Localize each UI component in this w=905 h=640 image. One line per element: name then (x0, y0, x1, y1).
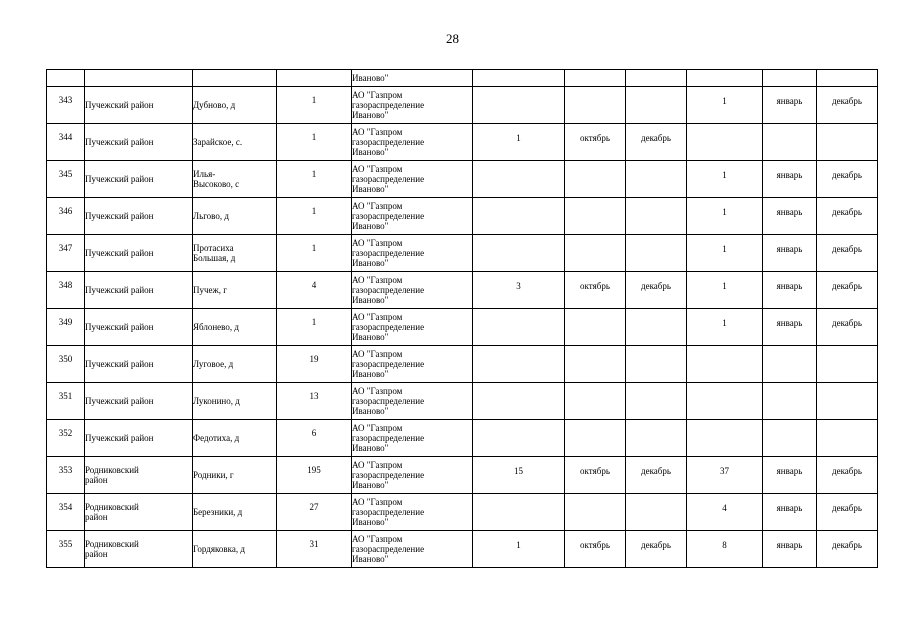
row-number: 347 (58, 243, 73, 253)
row-number: 353 (58, 465, 73, 475)
cell-organization (352, 235, 473, 272)
cell-end-2 (817, 124, 878, 161)
cell-end-2 (817, 494, 878, 531)
row-number: 355 (58, 539, 73, 549)
count-3-value: 1 (722, 96, 727, 106)
start-month-2: январь (776, 503, 803, 513)
end-month-2: декабрь (832, 207, 862, 217)
cell-end (626, 124, 687, 161)
cell-count-3 (687, 309, 763, 346)
locality-name: Дубново, д (193, 100, 236, 110)
organization-text: АО "Газпром газораспределение Иваново" (352, 312, 425, 342)
count-2-value: 15 (514, 466, 523, 476)
cell-district (85, 457, 193, 494)
cell-count-2 (473, 161, 565, 198)
cell-count-2 (473, 346, 565, 383)
cell-district (85, 124, 193, 161)
cell-start (565, 383, 626, 420)
count-value: 1 (311, 95, 317, 105)
district-name: Пучежский район (85, 359, 154, 369)
locality-name: Луконино, д (193, 396, 240, 406)
cell-organization (352, 87, 473, 124)
cell-count (277, 531, 352, 568)
cell-district (85, 383, 193, 420)
cell-organization (352, 383, 473, 420)
cell-count-2 (473, 309, 565, 346)
cell-count-3 (687, 531, 763, 568)
cell-count-2 (473, 457, 565, 494)
count-value: 1 (311, 206, 317, 216)
cell-end (626, 457, 687, 494)
cell-end-2 (817, 531, 878, 568)
cell-locality (193, 272, 277, 309)
cell-count-2 (473, 494, 565, 531)
end-month: декабрь (641, 281, 671, 291)
cell-start-2 (763, 124, 817, 161)
cell-count (277, 87, 352, 124)
cell-start-2 (763, 531, 817, 568)
table-row (47, 383, 878, 420)
cell-locality (193, 124, 277, 161)
cell-start-2 (763, 235, 817, 272)
end-month-2: декабрь (832, 540, 862, 550)
cell-district (85, 309, 193, 346)
table-row (47, 531, 878, 568)
count-value: 31 (309, 539, 319, 549)
cell-start-2 (763, 420, 817, 457)
cell-end (626, 494, 687, 531)
cell-count-3 (687, 235, 763, 272)
cell-num (47, 198, 85, 235)
cell-start-2 (763, 346, 817, 383)
row-number: 351 (58, 391, 73, 401)
cell-organization (352, 309, 473, 346)
count-value: 27 (309, 502, 319, 512)
cell-num (47, 124, 85, 161)
table-row (47, 494, 878, 531)
cell-count-3 (687, 124, 763, 161)
table-row (47, 124, 878, 161)
count-3-value: 4 (722, 503, 727, 513)
cell-end (626, 383, 687, 420)
cell-start (565, 346, 626, 383)
cell-num (47, 161, 85, 198)
row-number: 352 (58, 428, 73, 438)
cell-count (277, 161, 352, 198)
table-row (47, 457, 878, 494)
count-3-value: 1 (722, 244, 727, 254)
district-name: Пучежский район (85, 322, 154, 332)
cell-count-3 (687, 272, 763, 309)
cell-count-2 (473, 70, 565, 87)
locality-name: Зарайское, с. (193, 137, 243, 147)
row-number: 345 (58, 169, 73, 179)
cell-count-3 (687, 346, 763, 383)
count-value: 1 (311, 243, 317, 253)
cell-district (85, 87, 193, 124)
page-number: 28 (446, 31, 459, 46)
cell-count (277, 383, 352, 420)
row-number: 344 (58, 132, 73, 142)
cell-district (85, 420, 193, 457)
cell-end-2 (817, 70, 878, 87)
cell-count-2 (473, 198, 565, 235)
cell-end-2 (817, 309, 878, 346)
cell-count (277, 494, 352, 531)
cell-district (85, 272, 193, 309)
cell-locality (193, 70, 277, 87)
cell-end-2 (817, 198, 878, 235)
cell-end-2 (817, 161, 878, 198)
cell-organization (352, 70, 473, 87)
table-row (47, 346, 878, 383)
row-number: 343 (58, 95, 73, 105)
cell-count (277, 272, 352, 309)
locality-name: Луговое, д (193, 359, 234, 369)
district-name: Родниковский район (85, 502, 139, 522)
organization-text: АО "Газпром газораспределение Иваново" (352, 386, 425, 416)
end-month-2: декабрь (832, 96, 862, 106)
cell-count (277, 346, 352, 383)
cell-count (277, 124, 352, 161)
cell-start-2 (763, 272, 817, 309)
cell-end (626, 420, 687, 457)
district-name: Пучежский район (85, 285, 154, 295)
cell-district (85, 70, 193, 87)
cell-count (277, 70, 352, 87)
cell-num (47, 346, 85, 383)
cell-start-2 (763, 457, 817, 494)
organization-text: АО "Газпром газораспределение Иваново" (352, 238, 425, 268)
cell-end (626, 161, 687, 198)
district-name: Пучежский район (85, 433, 154, 443)
cell-district (85, 198, 193, 235)
count-value: 1 (311, 317, 317, 327)
locality-name: Льгово, д (193, 211, 229, 221)
cell-start (565, 124, 626, 161)
cell-count-2 (473, 235, 565, 272)
locality-name: Яблонево, д (193, 322, 239, 332)
cell-start-2 (763, 383, 817, 420)
count-value: 4 (311, 280, 317, 290)
table-row (47, 161, 878, 198)
cell-end (626, 87, 687, 124)
start-month: октябрь (580, 540, 610, 550)
count-value: 1 (311, 169, 317, 179)
cell-district (85, 161, 193, 198)
cell-start-2 (763, 309, 817, 346)
cell-num (47, 70, 85, 87)
start-month: октябрь (580, 133, 610, 143)
count-3-value: 37 (720, 466, 729, 476)
cell-start-2 (763, 198, 817, 235)
cell-num (47, 494, 85, 531)
cell-end (626, 346, 687, 383)
cell-end-2 (817, 383, 878, 420)
cell-locality (193, 531, 277, 568)
cell-count (277, 420, 352, 457)
row-number: 346 (58, 206, 73, 216)
cell-count (277, 198, 352, 235)
cell-start (565, 531, 626, 568)
start-month-2: январь (776, 281, 803, 291)
cell-locality (193, 383, 277, 420)
locality-name: Родники, г (193, 470, 234, 480)
cell-locality (193, 87, 277, 124)
end-month-2: декабрь (832, 281, 862, 291)
cell-district (85, 235, 193, 272)
cell-start (565, 309, 626, 346)
table-row (47, 420, 878, 457)
count-3-value: 1 (722, 170, 727, 180)
cell-district (85, 494, 193, 531)
district-name: Пучежский район (85, 137, 154, 147)
end-month: декабрь (641, 466, 671, 476)
count-3-value: 8 (722, 540, 727, 550)
cell-count (277, 235, 352, 272)
start-month: октябрь (580, 466, 610, 476)
end-month-2: декабрь (832, 244, 862, 254)
cell-start (565, 457, 626, 494)
cell-start-2 (763, 161, 817, 198)
cell-count-2 (473, 531, 565, 568)
start-month-2: январь (776, 318, 803, 328)
cell-district (85, 531, 193, 568)
cell-locality (193, 420, 277, 457)
table-row (47, 235, 878, 272)
start-month-2: январь (776, 170, 803, 180)
organization-text: АО "Газпром газораспределение Иваново" (352, 497, 425, 527)
organization-text: АО "Газпром газораспределение Иваново" (352, 201, 425, 231)
row-number: 349 (58, 317, 73, 327)
count-2-value: 1 (516, 540, 521, 550)
cell-num (47, 235, 85, 272)
cell-end-2 (817, 87, 878, 124)
organization-text: АО "Газпром газораспределение Иваново" (352, 534, 425, 564)
cell-count-3 (687, 70, 763, 87)
cell-locality (193, 494, 277, 531)
cell-count-3 (687, 198, 763, 235)
cell-organization (352, 272, 473, 309)
table-row-continuation (47, 70, 878, 87)
count-2-value: 1 (516, 133, 521, 143)
end-month: декабрь (641, 540, 671, 550)
cell-locality (193, 235, 277, 272)
cell-num (47, 457, 85, 494)
cell-end-2 (817, 457, 878, 494)
count-value: 195 (307, 465, 321, 475)
cell-organization (352, 420, 473, 457)
district-name: Пучежский район (85, 100, 154, 110)
cell-num (47, 383, 85, 420)
locality-name: Пучеж, г (193, 285, 227, 295)
cell-count-3 (687, 457, 763, 494)
table-row (47, 272, 878, 309)
data-table (46, 69, 878, 568)
cell-organization (352, 124, 473, 161)
cell-organization (352, 531, 473, 568)
count-3-value: 1 (722, 207, 727, 217)
cell-start (565, 494, 626, 531)
cell-num (47, 309, 85, 346)
district-name: Пучежский район (85, 248, 154, 258)
cell-locality (193, 346, 277, 383)
end-month: декабрь (641, 133, 671, 143)
cell-end (626, 531, 687, 568)
locality-name: Протасиха Большая, д (193, 243, 236, 263)
cell-start (565, 198, 626, 235)
cell-end-2 (817, 272, 878, 309)
locality-name: Федотиха, д (193, 433, 240, 443)
cell-count-3 (687, 161, 763, 198)
cell-count-2 (473, 272, 565, 309)
row-number: 354 (58, 502, 73, 512)
cell-locality (193, 309, 277, 346)
cell-organization (352, 161, 473, 198)
organization-text: АО "Газпром газораспределение Иваново" (352, 423, 425, 453)
cell-count-2 (473, 420, 565, 457)
cell-count-2 (473, 383, 565, 420)
count-3-value: 1 (722, 318, 727, 328)
cell-count-3 (687, 87, 763, 124)
organization-text: АО "Газпром газораспределение Иваново" (352, 90, 425, 120)
cell-count-3 (687, 420, 763, 457)
district-name: Пучежский район (85, 396, 154, 406)
start-month-2: январь (776, 207, 803, 217)
cell-start-2 (763, 70, 817, 87)
locality-name: Березники, д (193, 507, 243, 517)
organization-text: АО "Газпром газораспределение Иваново" (352, 275, 425, 305)
cell-start (565, 87, 626, 124)
table-row (47, 309, 878, 346)
end-month-2: декабрь (832, 466, 862, 476)
district-name: Пучежский район (85, 211, 154, 221)
district-name: Родниковский район (85, 539, 139, 559)
organization-text: АО "Газпром газораспределение Иваново" (352, 349, 425, 379)
cell-organization (352, 198, 473, 235)
cell-end (626, 70, 687, 87)
cell-start (565, 235, 626, 272)
cell-num (47, 87, 85, 124)
end-month-2: декабрь (832, 170, 862, 180)
count-value: 13 (309, 391, 319, 401)
end-month-2: декабрь (832, 318, 862, 328)
cell-start (565, 161, 626, 198)
cell-count-3 (687, 494, 763, 531)
cell-start-2 (763, 87, 817, 124)
row-number: 348 (58, 280, 73, 290)
count-2-value: 3 (516, 281, 521, 291)
cell-num (47, 420, 85, 457)
cell-count-3 (687, 383, 763, 420)
start-month-2: январь (776, 466, 803, 476)
locality-name: Илья- Высоково, с (193, 169, 240, 189)
end-month-2: декабрь (832, 503, 862, 513)
count-value: 1 (311, 132, 317, 142)
organization-text: АО "Газпром газораспределение Иваново" (352, 164, 425, 194)
cell-locality (193, 457, 277, 494)
count-3-value: 1 (722, 281, 727, 291)
start-month-2: январь (776, 244, 803, 254)
cell-organization (352, 494, 473, 531)
cell-count-2 (473, 124, 565, 161)
organization-text: АО "Газпром газораспределение Иваново" (352, 460, 425, 490)
row-number: 350 (58, 354, 73, 364)
cell-end (626, 198, 687, 235)
count-value: 6 (311, 428, 317, 438)
cell-count (277, 309, 352, 346)
district-name: Родниковский район (85, 465, 139, 485)
start-month: октябрь (580, 281, 610, 291)
cell-start (565, 420, 626, 457)
start-month-2: январь (776, 96, 803, 106)
cell-start (565, 272, 626, 309)
cell-end (626, 309, 687, 346)
cell-num (47, 531, 85, 568)
cell-locality (193, 161, 277, 198)
cell-start (565, 70, 626, 87)
organization-text: АО "Газпром газораспределение Иваново" (352, 127, 425, 157)
cell-end-2 (817, 235, 878, 272)
count-value: 19 (309, 354, 319, 364)
organization-text: Иваново" (352, 73, 389, 83)
cell-organization (352, 457, 473, 494)
start-month-2: январь (776, 540, 803, 550)
cell-end-2 (817, 346, 878, 383)
cell-end (626, 235, 687, 272)
table-row (47, 87, 878, 124)
cell-organization (352, 346, 473, 383)
district-name: Пучежский район (85, 174, 154, 184)
cell-count-2 (473, 87, 565, 124)
cell-end (626, 272, 687, 309)
locality-name: Гордяковка, д (193, 544, 245, 554)
table-row (47, 198, 878, 235)
cell-num (47, 272, 85, 309)
cell-locality (193, 198, 277, 235)
cell-count (277, 457, 352, 494)
cell-end-2 (817, 420, 878, 457)
cell-start-2 (763, 494, 817, 531)
cell-district (85, 346, 193, 383)
